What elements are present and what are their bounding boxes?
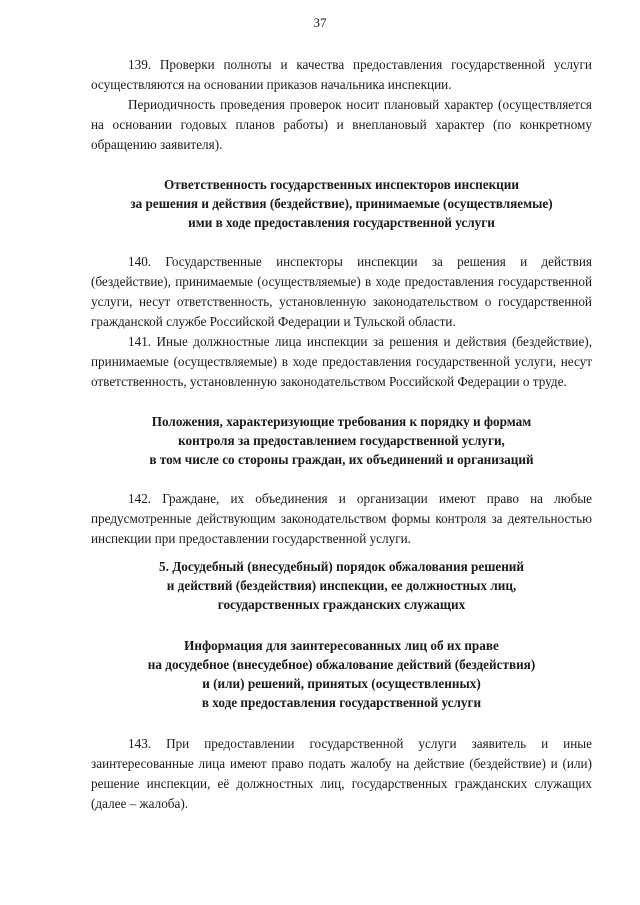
heading-line: Положения, характеризующие требования к порядку и формам bbox=[151, 414, 532, 429]
heading-line: ими в ходе предоставления государственной услуги bbox=[188, 215, 495, 230]
heading-line: за решения и действия (бездействие), принимаемые (осуществляемые) bbox=[130, 196, 553, 211]
paragraph-139: 139. Проверки полноты и качества предоставления государственной услуги осуществляются на основании приказов начальника инспекции. bbox=[91, 57, 592, 92]
heading-line: Ответственность государственных инспекторов инспекции bbox=[164, 177, 519, 192]
heading-line: Информация для заинтересованных лиц об их праве bbox=[184, 638, 499, 653]
heading-line: в ходе предоставления государственной услуги bbox=[201, 695, 482, 710]
heading-line: и действий (бездействия) инспекции, ее должностных лиц, bbox=[166, 578, 517, 593]
heading-line: и (или) решений, принятых (осуществленных) bbox=[202, 676, 481, 691]
paragraph-periodicity: Периодичность проведения проверок носит плановый характер (осуществляется на основании годовых планов работы) и внеплановый характер (по конкретному обращению заявителя). bbox=[91, 97, 592, 152]
heading-line: государственных гражданских служащих bbox=[217, 597, 466, 612]
heading-inspectors-responsibility bbox=[91, 175, 592, 232]
document-body bbox=[91, 55, 592, 814]
paragraph-140: 140. Государственные инспекторы инспекции за решения и действия (бездействие), принимаемые (осуществляемые) в ходе предоставления государственной услуги, несут ответственность, установленную законодательством о государственной гражданской службе Российской Федерации и Тульской области. bbox=[91, 254, 592, 329]
heading-appeal-information bbox=[91, 636, 592, 712]
page-number: 37 bbox=[313, 15, 327, 30]
heading-line: 5. Досудебный (внесудебный) порядок обжалования решений bbox=[159, 559, 524, 574]
heading-line: в том числе со стороны граждан, их объединений и организаций bbox=[149, 452, 534, 467]
heading-line: контроля за предоставлением государственной услуги, bbox=[178, 433, 505, 448]
paragraph-141: 141. Иные должностные лица инспекции за решения и действия (бездействие), принимаемые (осуществляемые) в ходе предоставления государственной услуги, несут ответственность, установленную законодательством Российской Федерации о труде. bbox=[91, 334, 592, 389]
paragraph-143: 143. При предоставлении государственной услуги заявитель и иные заинтересованные лица имеют право подать жалобу на действие (бездействие) и (или) решение инспекции, её должностных лиц, государственных гражданских служащих (далее – жалоба). bbox=[91, 736, 592, 811]
heading-control-requirements bbox=[91, 412, 592, 469]
heading-section-5 bbox=[91, 557, 592, 614]
heading-line: на досудебное (внесудебное) обжалование действий (бездействия) bbox=[147, 657, 536, 672]
paragraph-142: 142. Граждане, их объединения и организации имеют право на любые предусмотренные действующим законодательством формы контроля за деятельностью инспекции при предоставлении государственной услуги. bbox=[91, 491, 592, 546]
